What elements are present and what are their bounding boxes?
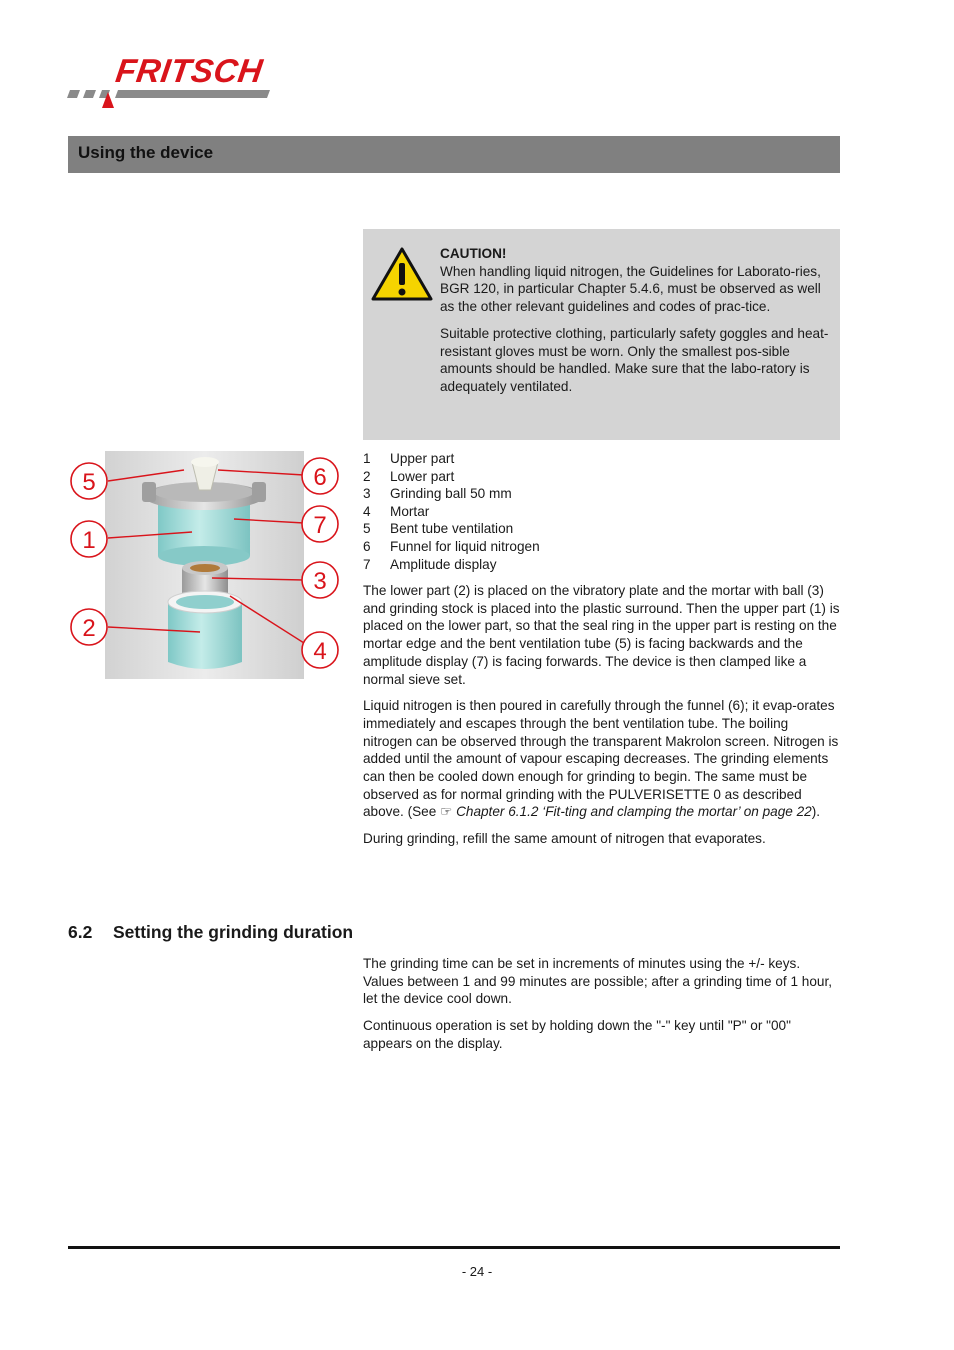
paragraph-nitrogen: Liquid nitrogen is then poured in carefully through the funnel (6); it evap-orates immediately and escapes through the bent ventilation tube. The boiling nitrogen can be observed through the transparent Makrolon screen. Nitrogen is added until the amount of vapour escaping decreases. The grinding elements can then be cooled down enough for grinding to begin. The same must be observed as for normal grinding with the PULVERISETTE 0 as described above. (See ☞ Chapter 6.1.2 ‘Fit-ting and clamping the mortar’ on page 22).	[363, 698, 839, 820]
section-title: Using the device	[78, 143, 214, 162]
subsection-heading	[68, 922, 353, 943]
warning-triangle-icon	[371, 247, 433, 301]
list-item: 4 Mortar	[363, 503, 430, 519]
callout-6: 6	[313, 464, 327, 491]
section-header	[68, 136, 840, 173]
subsection-title: Setting the grinding duration	[113, 922, 354, 942]
subsection-number: 6.2	[68, 922, 93, 942]
list-item: 1 Upper part	[363, 451, 455, 466]
caution-paragraph-1: When handling liquid nitrogen, the Guidelines for Laborato-ries, BGR 120, in particular Chapter 5.4.6, must be observed as well as the other relevant guidelines and codes of prac-tice.	[440, 263, 821, 315]
list-item: 6 Funnel for liquid nitrogen	[363, 538, 540, 554]
duration-text	[363, 955, 841, 1062]
device-figure	[68, 450, 343, 680]
chapter-link[interactable]: Chapter 6.1.2 ‘Fit-ting and clamping the mortar’ on page 22	[456, 804, 812, 820]
page-number: - 24 -	[461, 1264, 493, 1279]
caution-box	[363, 229, 840, 440]
paragraph-continuous: Continuous operation is set by holding down the "-" key until "P" or "00" appears on the display.	[363, 1018, 791, 1051]
callout-1: 1	[82, 527, 96, 554]
callout-2: 2	[82, 615, 96, 642]
callout-7: 7	[313, 512, 327, 539]
device-illustration	[68, 450, 343, 680]
callout-5: 5	[82, 469, 96, 496]
parts-legend	[363, 450, 540, 573]
caution-title: CAUTION!	[440, 246, 507, 261]
paragraph-refill: During grinding, refill the same amount of nitrogen that evaporates.	[363, 831, 766, 847]
caution-paragraph-2: Suitable protective clothing, particularly safety goggles and heat-resistant gloves must be worn. Only the smallest pos-sible amounts should be handled. Make sure that the labo-ratory is adequately ventilated.	[440, 325, 829, 394]
footer-divider	[68, 1246, 840, 1249]
list-item: 2 Lower part	[363, 468, 455, 484]
link-arrow-icon: ☞	[440, 804, 453, 820]
caution-text	[440, 245, 832, 405]
list-item: 3 Grinding ball 50 mm	[363, 486, 512, 502]
brand-name: FRITSCH	[113, 52, 266, 89]
brand-logo	[66, 52, 286, 112]
list-item: 7 Amplitude display	[363, 556, 497, 572]
callout-3: 3	[313, 568, 327, 595]
paragraph-duration: The grinding time can be set in increments of minutes using the +/- keys. Values between 1 and 99 minutes are possible; after a grinding time of 1 hour, let the device cool down.	[363, 956, 833, 1007]
instructions-text	[363, 582, 841, 857]
callout-4: 4	[313, 638, 327, 665]
paragraph-assembly: The lower part (2) is placed on the vibratory plate and the mortar with ball (3) and grinding stock is placed into the plastic surround. Then the upper part (1) is placed on the lower part, so that the seal ring in the upper part is resting on the mortar edge and the bent ventilation tube (5) is facing backwards and the amplitude display (7) is facing forwards. The device is then clamped like a normal sieve set.	[363, 583, 840, 687]
list-item: 5 Bent tube ventilation	[363, 521, 514, 537]
